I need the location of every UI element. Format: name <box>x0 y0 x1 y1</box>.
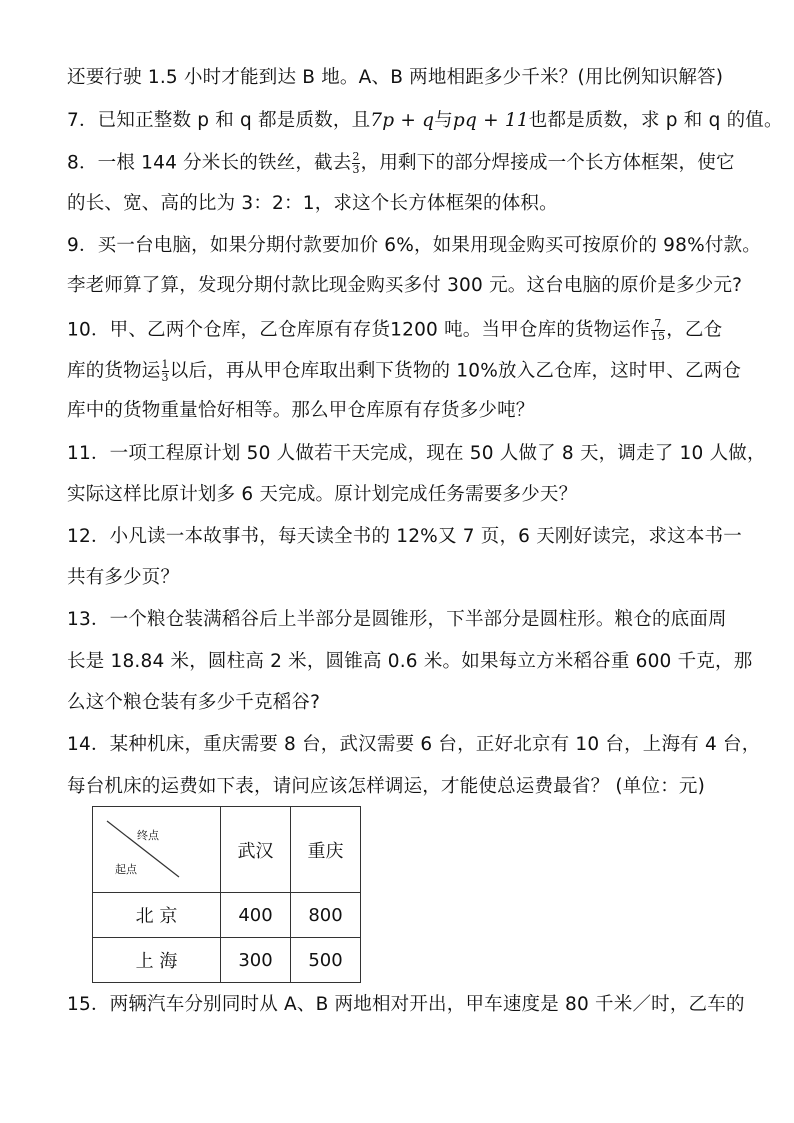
question-10-line-2 <box>67 359 741 384</box>
table-cell: 500 <box>291 938 361 983</box>
fraction-numerator: 2 <box>352 150 360 163</box>
question-13-line-3 <box>67 691 320 715</box>
question-12-line-1 <box>67 525 742 549</box>
text-line: 13．一个粮仓装满稻谷后上半部分是圆锥形，下半部分是圆柱形。粮仓的底面周 <box>67 609 727 630</box>
freight-cost-table <box>92 806 361 983</box>
fraction-denominator: 3 <box>161 371 169 384</box>
text-line: 共有多少页？ <box>67 567 180 588</box>
fraction-denominator: 3 <box>352 163 360 176</box>
text-line: 的长、宽、高的比为 3：2：1，求这个长方体框架的体积。 <box>67 193 558 214</box>
question-13-line-1 <box>67 608 727 632</box>
question-9-line-2 <box>67 274 742 298</box>
text-line: 11．一项工程原计划 50 人做若干天完成，现在 50 人做了 8 天，调走了 10 人做， <box>67 443 766 464</box>
fraction <box>651 318 665 343</box>
question-15-line-1 <box>67 993 745 1017</box>
text-segment: 10．甲、乙两个仓库，乙仓库原有存货1200 吨。当甲仓库的货物运作 <box>67 319 650 341</box>
text-line: 实际这样比原计划多 6 天完成。原计划完成任务需要多少天？ <box>67 484 578 505</box>
text-segment: ，乙仓 <box>666 319 723 341</box>
question-13-line-2 <box>67 650 752 674</box>
corner-label-origin: 起点 <box>115 863 137 876</box>
question-10-line-1 <box>67 318 722 343</box>
table-cell: 800 <box>291 893 361 938</box>
question-14-line-2 <box>67 775 705 799</box>
fraction-numerator: 1 <box>161 358 169 371</box>
fraction-numerator: 7 <box>654 317 662 330</box>
diagonal-divider <box>93 807 221 893</box>
math-expression: 7p + q <box>370 110 435 131</box>
corner-label-destination: 终点 <box>137 829 159 842</box>
text-segment: 8．一根 144 分米长的铁丝，截去 <box>67 152 352 174</box>
question-14-line-1 <box>67 733 760 757</box>
question-9-line-1 <box>67 234 761 258</box>
column-header-chongqing: 重庆 <box>291 807 361 893</box>
text-line: 长是 18.84 米，圆柱高 2 米，圆锥高 0.6 米。如果每立方米稻谷重 600 千克，那 <box>67 651 753 672</box>
question-7 <box>67 109 783 133</box>
text-segment: 以后，再从甲仓库取出剩下货物的 10%放入乙仓库，这时甲、乙两仓 <box>169 360 742 382</box>
table-corner-cell <box>93 807 221 893</box>
fraction <box>352 151 359 176</box>
row-header-beijing: 北 京 <box>93 893 221 938</box>
fraction <box>162 359 169 384</box>
text-line: 14．某种机床，重庆需要 8 台，武汉需要 6 台，正好北京有 10 台，上海有 4 台， <box>67 734 761 755</box>
column-header-wuhan: 武汉 <box>221 807 291 893</box>
question-11-line-1 <box>67 442 766 466</box>
question-8-line-1 <box>67 151 735 176</box>
table-cell: 300 <box>221 938 291 983</box>
table-cell: 400 <box>221 893 291 938</box>
text-line: 每台机床的运费如下表，请问应该怎样调运，才能使总运费最省？ (单位：元) <box>67 776 706 797</box>
table-row <box>93 893 361 938</box>
question-11-line-2 <box>67 483 577 507</box>
fraction-denominator: 15 <box>650 330 666 343</box>
text-line: 9．买一台电脑，如果分期付款要加价 6%，如果用现金购买可按原价的 98%付款。 <box>67 235 762 256</box>
question-12-line-2 <box>67 566 179 590</box>
text-line: 么这个粮仓装有多少千克稻谷? <box>67 692 321 713</box>
text-line: 库中的货物重量恰好相等。那么甲仓库原有存货多少吨？ <box>67 400 535 421</box>
row-header-shanghai: 上 海 <box>93 938 221 983</box>
table-row <box>93 938 361 983</box>
text-line: 15．两辆汽车分别同时从 A、B 两地相对开出，甲车速度是 80 千米／时，乙车的 <box>67 994 745 1015</box>
text-segment: 库的货物运 <box>67 360 161 382</box>
table-header-row <box>93 807 361 893</box>
text-line: 李老师算了算，发现分期付款比现金购买多付 300 元。这台电脑的原价是多少元? <box>67 275 743 296</box>
text-line: 还要行驶 1.5 小时才能到达 B 地。A、B 两地相距多少千米？(用比例知识解答) <box>67 67 724 88</box>
math-expression: pq + 11 <box>452 110 529 131</box>
text-segment: 7．已知正整数 p 和 q 都是质数，且 <box>67 110 371 131</box>
text-segment: 与 <box>434 110 453 131</box>
text-line: 12．小凡读一本故事书，每天读全书的 12%又 7 页，6 天刚好读完，求这本书一 <box>67 526 742 547</box>
question-10-line-3 <box>67 399 535 423</box>
text-segment: 也都是质数，求 p 和 q 的值。 <box>528 110 783 131</box>
text-segment: ，用剩下的部分焊接成一个长方体框架，使它 <box>360 152 735 174</box>
q6-continuation <box>67 66 723 90</box>
question-8-line-2 <box>67 192 558 216</box>
